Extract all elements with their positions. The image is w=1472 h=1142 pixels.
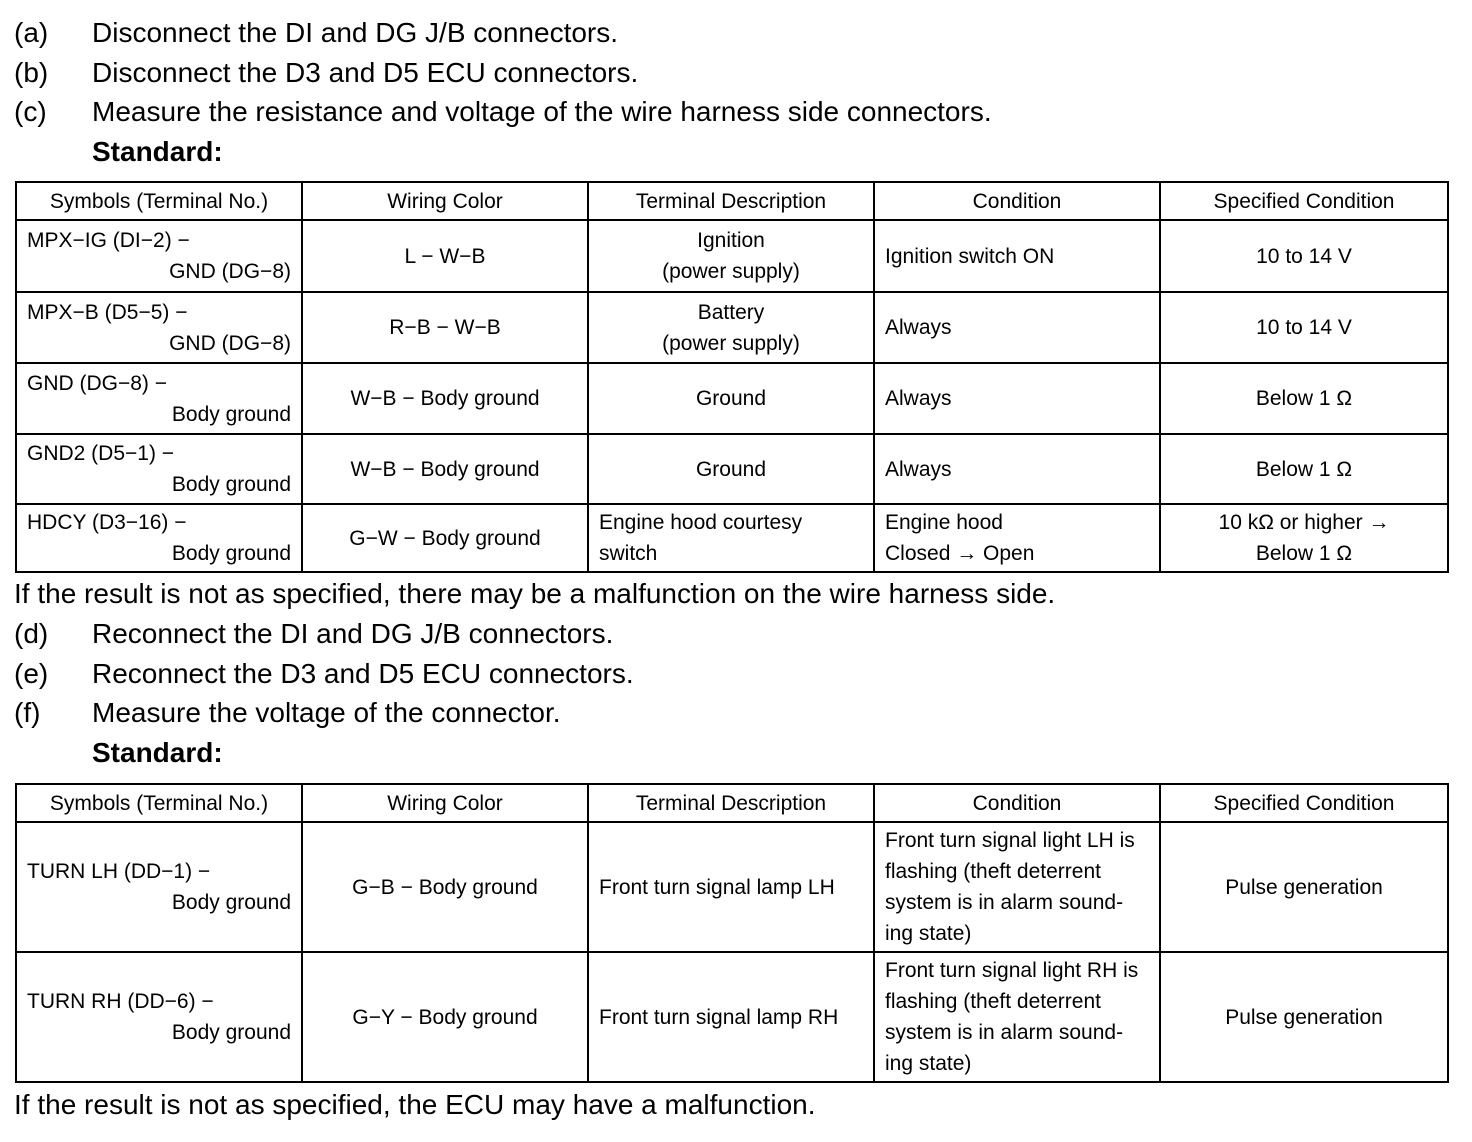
symbol-line: GND (DG−8)	[169, 331, 291, 355]
description-line: Battery	[697, 300, 765, 324]
symbol-line: GND (DG−8)	[169, 260, 291, 283]
wiring-color-cell: G−B − Body ground	[302, 822, 588, 952]
symbol-line: TURN RH (DD−6) −	[27, 990, 214, 1013]
description-line: Engine hood courtesy	[599, 511, 803, 534]
description-cell: Front turn signal lamp LH	[588, 822, 874, 952]
result-note-2: If the result is not as specified, the ECU may have a malfunction.	[14, 1089, 816, 1120]
condition-line: system is in alarm sound-	[885, 891, 1124, 914]
wiring-color-cell: G−W − Body ground	[302, 504, 588, 572]
table-row	[16, 363, 1448, 434]
symbol-cell	[16, 952, 302, 1082]
symbol-cell	[16, 822, 302, 952]
table-row	[16, 220, 1448, 292]
wiring-color-cell: L − W−B	[302, 220, 588, 292]
condition-line: ing state)	[885, 922, 972, 945]
symbol-cell	[16, 434, 302, 504]
step-e	[14, 657, 634, 691]
standard-heading: Standard:	[92, 136, 223, 167]
description-cell: Ground	[588, 363, 874, 434]
condition-cell: Always	[874, 434, 1160, 504]
symbol-line: MPX−B (D5−5) −	[27, 300, 188, 324]
step-label: (a)	[14, 17, 49, 48]
step-a	[14, 16, 618, 50]
symbol-line: GND (DG−8) −	[27, 371, 168, 395]
table-header-row	[16, 784, 1448, 822]
header-condition: Condition	[874, 182, 1160, 220]
description-cell	[588, 220, 874, 292]
condition-line: flashing (theft deterrent	[885, 860, 1101, 883]
step-text: Measure the resistance and voltage of the wire harness side connectors.	[92, 96, 992, 127]
table-row	[16, 434, 1448, 504]
table-row	[16, 952, 1448, 1082]
result-note-1: If the result is not as specified, there may be a malfunction on the wire harness side.	[14, 578, 1056, 609]
symbol-cell	[16, 363, 302, 434]
step-label: (c)	[14, 96, 47, 127]
symbol-line: Body ground	[171, 891, 291, 914]
step-label: (f)	[14, 697, 41, 728]
step-c	[14, 95, 992, 129]
resistance-voltage-table	[15, 181, 1449, 573]
condition-line: Closed → Open	[885, 542, 1035, 565]
symbol-line: Body ground	[171, 542, 291, 565]
specified-condition-cell: Below 1 Ω	[1160, 434, 1448, 504]
symbol-line: HDCY (D3−16) −	[27, 511, 187, 534]
condition-line: ing state)	[885, 1052, 972, 1075]
header-wiring-color: Wiring Color	[302, 784, 588, 822]
symbol-line: Body ground	[171, 402, 291, 426]
description-line: Ignition	[697, 229, 765, 252]
step-text: Reconnect the DI and DG J/B connectors.	[92, 618, 614, 649]
step-label: (b)	[14, 57, 49, 88]
condition-cell: Always	[874, 363, 1160, 434]
specified-condition-cell: Pulse generation	[1160, 952, 1448, 1082]
header-specified-condition: Specified Condition	[1160, 182, 1448, 220]
specified-line: 10 kΩ or higher →	[1218, 511, 1390, 534]
condition-line: flashing (theft deterrent	[885, 990, 1101, 1013]
step-text: Disconnect the D3 and D5 ECU connectors.	[92, 57, 639, 88]
table-row	[16, 822, 1448, 952]
condition-line: Front turn signal light RH is	[885, 959, 1139, 982]
condition-cell	[874, 822, 1160, 952]
symbol-line: MPX−IG (DI−2) −	[27, 229, 190, 252]
wiring-color-cell: W−B − Body ground	[302, 434, 588, 504]
table-header-row	[16, 182, 1448, 220]
condition-cell: Always	[874, 292, 1160, 363]
step-text: Reconnect the D3 and D5 ECU connectors.	[92, 658, 634, 689]
description-cell	[588, 504, 874, 572]
description-cell: Front turn signal lamp RH	[588, 952, 874, 1082]
wiring-color-cell: G−Y − Body ground	[302, 952, 588, 1082]
header-condition: Condition	[874, 784, 1160, 822]
condition-line: Front turn signal light LH is	[885, 829, 1135, 852]
description-line: switch	[599, 542, 658, 565]
header-specified-condition: Specified Condition	[1160, 784, 1448, 822]
specified-condition-cell: 10 to 14 V	[1160, 292, 1448, 363]
symbol-cell	[16, 292, 302, 363]
step-text: Disconnect the DI and DG J/B connectors.	[92, 17, 619, 48]
specified-condition-cell: 10 to 14 V	[1160, 220, 1448, 292]
symbol-line: Body ground	[171, 473, 291, 496]
specified-condition-cell: Pulse generation	[1160, 822, 1448, 952]
condition-line: Engine hood	[885, 511, 1003, 534]
condition-line: system is in alarm sound-	[885, 1021, 1124, 1044]
description-cell	[588, 292, 874, 363]
step-b	[14, 56, 638, 90]
description-line: (power supply)	[662, 331, 800, 355]
wiring-color-cell: W−B − Body ground	[302, 363, 588, 434]
specified-condition-cell: Below 1 Ω	[1160, 363, 1448, 434]
symbol-cell	[16, 220, 302, 292]
symbol-line: GND2 (D5−1) −	[27, 442, 175, 465]
symbol-line: TURN LH (DD−1) −	[27, 860, 211, 883]
symbol-line: Body ground	[171, 1021, 291, 1044]
header-symbols: Symbols (Terminal No.)	[16, 784, 302, 822]
step-label: (d)	[14, 618, 49, 649]
header-terminal-description: Terminal Description	[588, 182, 874, 220]
specified-condition-cell	[1160, 504, 1448, 572]
step-f	[14, 696, 561, 730]
standard-heading: Standard:	[92, 737, 223, 768]
condition-cell: Ignition switch ON	[874, 220, 1160, 292]
header-terminal-description: Terminal Description	[588, 784, 874, 822]
table-row	[16, 504, 1448, 572]
header-symbols: Symbols (Terminal No.)	[16, 182, 302, 220]
description-line: (power supply)	[662, 260, 800, 283]
symbol-cell	[16, 504, 302, 572]
description-cell: Ground	[588, 434, 874, 504]
condition-cell	[874, 952, 1160, 1082]
wiring-color-cell: R−B − W−B	[302, 292, 588, 363]
condition-cell	[874, 504, 1160, 572]
table-row	[16, 292, 1448, 363]
header-wiring-color: Wiring Color	[302, 182, 588, 220]
voltage-table	[15, 783, 1449, 1083]
step-text: Measure the voltage of the connector.	[92, 697, 561, 728]
specified-line: Below 1 Ω	[1255, 542, 1353, 565]
step-d	[14, 617, 613, 651]
step-label: (e)	[14, 658, 49, 689]
